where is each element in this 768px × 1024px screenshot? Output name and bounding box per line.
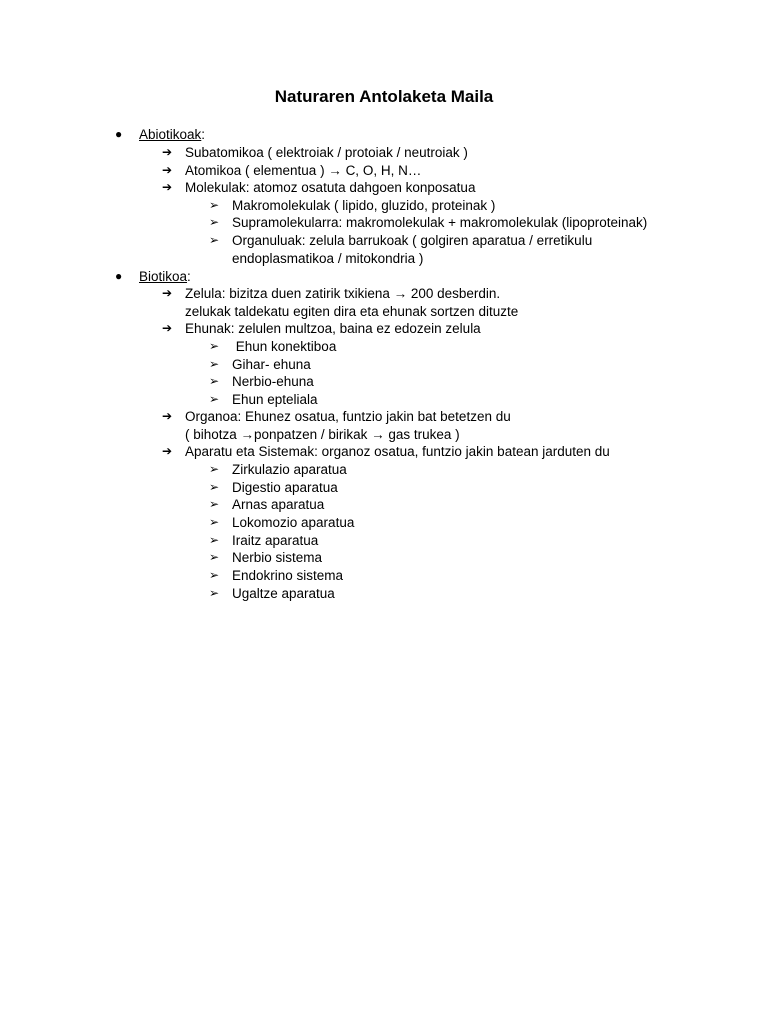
arrowhead-bullet: ➢ (209, 497, 220, 511)
bullet-dot: ● (115, 269, 123, 283)
subitem-text: Ehun epteliala (232, 392, 318, 407)
document-title: Naturaren Antolaketa Maila (274, 87, 494, 106)
arrow-bullet: ➔ (162, 444, 173, 458)
subitem-text: Zirkulazio aparatua (232, 462, 347, 477)
item-text: Molekulak: atomoz osatuta dahgoen konposatua (185, 180, 476, 195)
arrow-bullet: ➔ (162, 145, 173, 159)
subitem-text: Gihar- ehuna (232, 357, 311, 372)
arrowhead-bullet: ➢ (209, 462, 220, 476)
arrowhead-bullet: ➢ (209, 515, 220, 529)
subitem-text: Digestio aparatua (232, 480, 338, 495)
arrow-bullet: ➔ (162, 163, 173, 177)
item-text: Ehunak: zelulen multzoa, baina ez edozein zelula (185, 321, 481, 336)
subitem-text: Ugaltze aparatua (232, 586, 335, 601)
subitem-text: Iraitz aparatua (232, 533, 319, 548)
subitem-text: Supramolekularra: makromolekulak + makromolekulak (lipoproteinak) (232, 215, 648, 230)
arrowhead-bullet: ➢ (209, 533, 220, 547)
subitem-text: Arnas aparatua (232, 497, 325, 512)
arrowhead-bullet: ➢ (209, 568, 220, 582)
item-text: Organoa: Ehunez osatua, funtzio jakin bat betetzen du (185, 409, 511, 424)
arrow-bullet: ➔ (162, 180, 173, 194)
subitem-text: endoplasmatikoa / mitokondria ) (232, 251, 424, 266)
subitem-text: Ehun konektiboa (232, 339, 337, 354)
arrowhead-bullet: ➢ (209, 215, 220, 229)
arrowhead-bullet: ➢ (209, 480, 220, 494)
arrow-bullet: ➔ (162, 409, 173, 423)
subitem-text: Nerbio sistema (232, 550, 323, 565)
item-text: Aparatu eta Sistemak: organoz osatua, funtzio jakin batean jarduten du (185, 444, 610, 459)
subitem-text: Endokrino sistema (232, 568, 344, 583)
arrowhead-bullet: ➢ (209, 233, 220, 247)
item-text: Subatomikoa ( elektroiak / protoiak / neutroiak ) (185, 145, 468, 160)
subitem-text: Lokomozio aparatua (232, 515, 355, 530)
section-heading: Abiotikoak (139, 127, 202, 142)
item-text: zelukak taldekatu egiten dira eta ehunak sortzen dituzte (185, 304, 519, 319)
subitem-text: Organuluak: zelula barrukoak ( golgiren aparatua / erretikulu (232, 233, 593, 248)
bullet-dot: ● (115, 127, 123, 141)
item-text: ( bihotza →ponpatzen / birikak → gas trukea ) (185, 427, 460, 442)
subitem-text: Makromolekulak ( lipido, gluzido, proteinak ) (232, 198, 496, 213)
arrowhead-bullet: ➢ (209, 198, 220, 212)
arrowhead-bullet: ➢ (209, 374, 220, 388)
item-text: Atomikoa ( elementua ) → C, O, H, N… (185, 163, 422, 178)
document-page: Naturaren Antolaketa Maila ● Abiotikoak: ➔ Subatomikoa ( elektroiak / protoiak / neutroiak ) ➔ Atomikoa ( elementua ) → C, O, H, N… ➔ Molekulak: atomoz osatuta dahgoen konposatua ➢ Makromolekulak ( lipido, gluzido, proteinak ) ➢ Supramolekularra: makromolekulak + makromolekulak (lipoproteinak) ➢ Organuluak: zelula barrukoak ( golgiren aparatua / erretikulu endoplasmatikoa / mitokondria ) ● Biotikoa: ➔ Zelula: bizitza duen zatirik txikiena → 200 desberdin. zelukak taldekatu egiten dira eta ehunak sortzen dituzte ➔ Ehunak: zelulen multzoa, baina ez edozein zelula ➢ Ehun konektiboa ➢ Gihar- ehuna ➢ Nerbio-ehuna ➢ Ehun epteliala ➔ Organoa: Ehunez osatua, funtzio jakin bat betetzen du ( bihotza →ponpatzen / birikak → gas trukea ) ➔ Aparatu eta Sistemak: organoz osatua, funtzio jakin batean jarduten du ➢ Zirkulazio aparatua ➢ Digestio aparatua ➢ Arnas aparatua ➢ Lokomozio aparatua ➢ Iraitz aparatua ➢ Nerbio sistema ➢ Endokrino sistema ➢ Ugaltze aparatua (0, 0, 768, 1024)
arrowhead-bullet: ➢ (209, 339, 220, 353)
item-text: Zelula: bizitza duen zatirik txikiena → 200 desberdin. (185, 286, 501, 301)
arrow-bullet: ➔ (162, 321, 173, 335)
arrow-bullet: ➔ (162, 286, 173, 300)
arrowhead-bullet: ➢ (209, 392, 220, 406)
arrowhead-bullet: ➢ (209, 586, 220, 600)
arrowhead-bullet: ➢ (209, 357, 220, 371)
subitem-text: Nerbio-ehuna (232, 374, 314, 389)
section-heading: Biotikoa (139, 269, 188, 284)
arrowhead-bullet: ➢ (209, 550, 220, 564)
